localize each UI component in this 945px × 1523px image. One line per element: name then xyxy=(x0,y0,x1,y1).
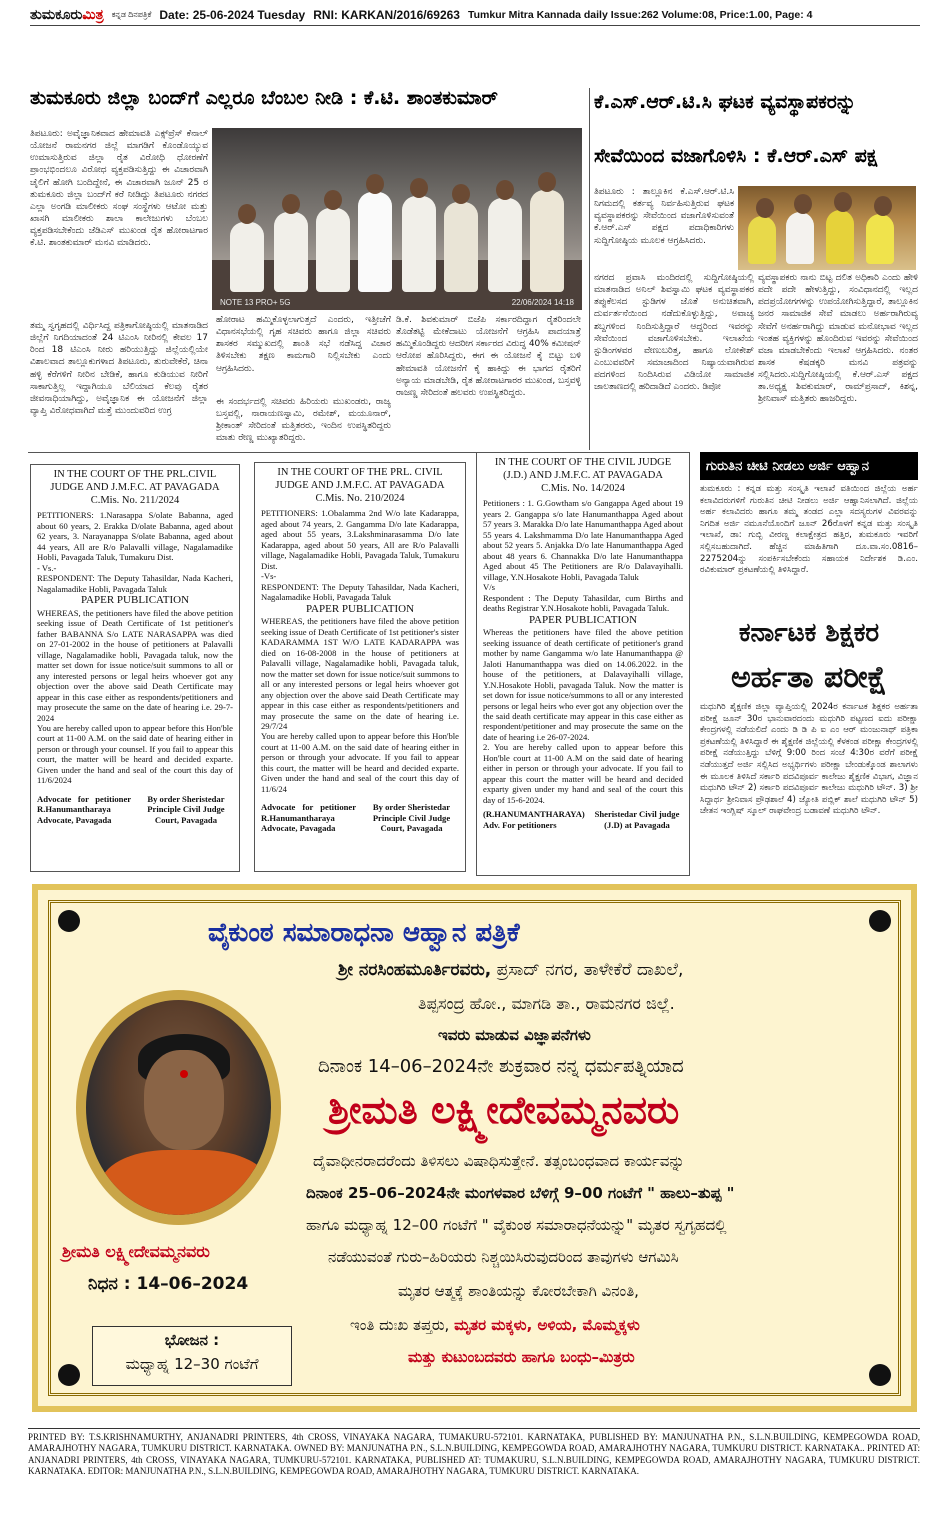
story1-col2b: ಈ ಸಂದರ್ಭದಲ್ಲಿ ಸಚಿವರು ಹಿರಿಯರು ಮುಖಂಡರು, ರಾಜ್ಯ ಬಸ್ತವಲ್ಲಿ, ನಾರಾಯಣಸ್ವಾಮಿ, ರಮೇಶ್, ಮಯೂನಾರ್, ಶ್ರೀಕಾಂತ್ ಸೇರಿದಂತೆ ಮತ್ತಿತರರು, ಇಂದಿನ ಉಪಸ್ಥಿತರಿದ್ದರು ಮಾತು ರೇಣ್ಣ ಮುಖ್ಯಾತರಿದ್ದರು. xyxy=(216,397,391,444)
publication-heading: PAPER PUBLICATION xyxy=(305,602,415,615)
story2-col2: ವ್ಯವಸ್ಥಾಪಕರು ನಾನು ಬಿಟ್ಟ ದಲಿತ ಅಧಿಕಾರಿ ಎಂದು ಹೇಳಿ ಪದೇ ಪದೇ ಹೇಳುತ್ತಿದ್ದು, ಸಂವಿಧಾನದಲ್ಲಿ ಇಲ್ಲದ ಪದಪ್ರಯೋಗಗಳನ್ನು ಉಪಯೋಗಿಸುತ್ತಿದ್ದಾರೆ, ತಾಲ್ಲೂಕಿನ ಜನರ ಸಾಮಾಜಿಕ ಸೇವೆ ಮಾಡಲು ಅರ್ಹರಾಗಿರುವ್ಯ ಸೇವೆಗೆ ಅನರ್ಹರಾಗಿದ್ದು ಮಾಡುವ ಮನೋಭಾವ ಇಲ್ಲದ ಇಂತಹ ವ್ಯಕ್ತಿಗಳನ್ನು ಹೊಂದಿರುವ ಇವರನ್ನು ಸೇವೆಯಿಂದ ವಜಾ ಮಾಡಬೇಕೆಂದು ಇಲಾಖೆ ಆಗ್ರಹಿಸಿದರು. ನಂತರ ಶಾಸಕ ಕೆಷಡಕ್ಕರಿ ಮನವಿ ಪತ್ರವನ್ನು ಸಲ್ಲಿಸಿದರು.ಸುದ್ದಿಗೋಷ್ಠಿಯಲ್ಲಿ ಕೆ.ಆರ್.ಎಸ್ ಪಕ್ಷದ ತಾ.ಅಧ್ಯಕ್ಷ ಶಿವಕುಮಾರ್, ರಾಮ್‌ಪ್ರಸಾದ್, ಕಿಶನ್ನ, ಶ್ರೀನಿವಾಸ್ ಮತ್ತಿತರು ಹಾಜರಿದ್ದರು. xyxy=(758,273,918,405)
corner-ornament xyxy=(869,1364,891,1386)
notice-body: WHEREAS, the petitioners have filed the above petition seeking issue of Death Certificate of 1st petitioner's father BABANNA S/o LATE NARASAPPA was died on 27-01-2002 in the house of petitioners at Palavalli village, Nagalamadike hobli, Pavagada taluk, now the matter set down for issue notice/suit summons to all or any interested persons or legal heirs whoever got any objection over the above said Death Certificate may appear in this case either as respondents/petitioners and may prosecute the same on the date of hearing i.e. 29-7-2024 xyxy=(37,607,233,723)
masthead xyxy=(30,4,920,26)
advocate: Advocate for petitioner R.Hanumantharaya Advocate, Pavagada xyxy=(37,793,132,825)
case-number: C.Mis. No. 211/2024 xyxy=(90,494,180,506)
person xyxy=(786,212,814,264)
corner-ornament xyxy=(58,910,80,932)
story1-col2: ಹೋರಾಟ ಹಮ್ಮಿಕೊಳ್ಳಲಾಗುತ್ತದೆ ಎಂದರು, ಇತ್ತೀಚೆಗೆ ವಿಧಾನಸಭೆಯಲ್ಲಿ ಗೃಹ ಸಚಿವರು ಹಾಗೂ ಜಿಲ್ಲಾ ಸಚಿವರು ಶಾಸಕರ ಸಮ್ಮುಖದಲ್ಲಿ ಶಾಂತಿ ಸಭೆ ನಡೆಸಿದ್ದ ವಿಚಾರ ತಿಳಿಸಬೇಕು ತಕ್ಷಣ ಕಾಮಗಾರಿ ನಿಲ್ಲಿಸಬೇಕು ಎಂದು ಆಗ್ರಹಿಸಿದರು. xyxy=(216,315,391,374)
respondent: RESPONDENT: The Deputy Tahasildar, Nada Kacheri, Nagalamadike Hobli, Pavagada Taluk xyxy=(261,581,459,603)
case-number: C.Mis. No. 210/2024 xyxy=(315,492,405,504)
story2-headline-1: ಕೆ.ಎಸ್.ಆರ್.ಟಿ.ಸಿ ಘಟಕ ವ್ಯವಸ್ಥಾಪಕರನ್ನು xyxy=(594,91,857,113)
story2-photo xyxy=(738,186,916,270)
person xyxy=(444,202,478,292)
court-title: IN THE COURT OF THE CIVIL JUDGE (J.D.) AND J.M.F.C. AT PAVAGADA xyxy=(494,457,672,481)
person xyxy=(402,196,436,292)
court-order: By order Sheristedar Principle Civil Judge Court, Pavagada xyxy=(372,802,451,834)
issue-info: Tumkur Mitra Kannada daily Issue:262 Volume:08, Price:1.00, Page: 4 xyxy=(467,8,813,21)
respondent: RESPONDENT: The Deputy Tahasildar, Nada Kacheri, Nagalamadike Hobli, Pavagada Taluk xyxy=(37,573,233,594)
portrait-saree xyxy=(100,1150,270,1225)
notice-body: Whereas the petitioners have filed the above petition seeking issuance of death certificate of petitioner's grand mother by name Gangamma w/o late Hanumanthappa @ Jaloti Hanumanthappa was died on 14.06.2022. in the house of the petitioners, at Dalavayihalli village, Y.N.Hosakote Hobli, pavagada Taluk. Now the matter is set down for issue notice/summons to all or any interested persons or legal heirs who ever got any objection over the the said death certificate may appear in this case either as respondent/petitioner and may prosecute the same on the date of hearing i.e 26-07-2024. xyxy=(483,627,683,742)
publication-heading: PAPER PUBLICATION xyxy=(528,613,638,626)
advocate: (R.HANUMANTHARAYA) Adv. For petitioners xyxy=(483,809,585,830)
person xyxy=(748,216,776,264)
ceremony-line-4: ನಡೆಯುವಂತೆ ಗುರು–ಹಿರಿಯರು ನಿಶ್ಚಯಿಸಿರುವುದರಿಂದ ತಾವುಗಳು ಆಗಮಿಸಿ xyxy=(328,1248,679,1266)
ceremony-line-5: ಮೃತರ ಆತ್ಮಕ್ಕೆ ಶಾಂತಿಯನ್ನು ಕೋರಬೇಕಾಗಿ ವಿನಂತಿ, xyxy=(398,1282,639,1300)
story2-col1b: ನಗರದ ಪ್ರವಾಸಿ ಮಂದಿರದಲ್ಲಿ ಸುದ್ದಿಗೋಷ್ಠಿಯಲ್ಲಿ ಮಾತನಾಡಿದ ಅನಿಲ್ ಶಿವಸ್ವಾಮಿ ಘಟಕ ವ್ಯವಸ್ಥಾಪಕರ ತಪ್ಪುಕೆಲಸದ ಸ್ಟುಡಿಗಳ ಜೊತೆ ಅನುಚಿತವಾಗಿ, ದುರ್ವರ್ತನೆಯಿಂದ ನಡೆದುಕೊಳ್ಳುತ್ತಿದ್ದು, ಅವಾಚ್ಯ ಶಬ್ದಗಳಿಂದ ನಿಂದಿಸುತ್ತಿದ್ದಾರೆ ಆದ್ದರಿಂದ ಇವರನ್ನು ಸೇವೆಯಿಂದ ವಜಾಗೊಳಿಸಬೇಕು. ಇಲಾಖೆಯ ಸ್ಟುಡಿಂಗಳವರ ವೇಣುಬರಿತ್ತ, ಹಾಗೂ ಲೋಕೇಶ್ ಎಂಬುವವರಿಗೆ ಸಮಾಜಾದಿಂದ ನಿಷ್ಯಾಯವಾಗಿರುವ ಪದಗಳಿಂದ ನಿಂದಿಸಿರುವ ವಿಡಿಯೋ ಸಾಮಾಜಿಕ ಜಾಲತಾಣದಲ್ಲಿ ಹರಿದಾಡಿದೆ ಎಂದರು. ಡಿಪೋ xyxy=(594,273,754,393)
petitioners: PETITIONERS: 1.Narasappa S/olate Babanna, aged about 60 years, 2. Erakka D/olate Babanna, aged about 62 years, 3. Narayanappa S/olate Babanna, aged about 44 years, All are R/o Palavalli village, Nagalamadike Hobli, Pavagada Taluk, Tumakuru Dist. xyxy=(37,510,233,563)
petitioners: Petitioners : 1. G.Gowtham s/o Gangappa Aged about 19 years 2. Gangappa s/o late Hanumanthappa Aged about 57 years 3. Marakka D/o late Hanumanthappa Aged about 55 years 4. Lakshmamma D/o late Hanumanthappa Aged about 52 years 5. Anjakka D/o late Hanumanthappa Aged about 48 years 6. Channakka D/o late Hanumanthappa Aged about 45 The Petitioners are R/o Dalavayihalli. village, Y.N.Hosakote Hobli, Pavagada Taluk xyxy=(483,498,683,582)
bindi xyxy=(180,1070,188,1078)
mourners-family: ಮೃತರ ಮಕ್ಕಳು, ಅಳಿಯ, ಮೊಮ್ಮಕ್ಕಳು xyxy=(454,1316,640,1334)
host-address: ಪ್ರಸಾದ್ ನಗರ, ತಾಳೇಕೆರೆ ದಾಖಲೆ, xyxy=(496,960,684,980)
publication-heading: PAPER PUBLICATION xyxy=(80,594,190,607)
story1-headline: ತುಮಕೂರು ಜಿಲ್ಲಾ ಬಂದ್‌ಗೆ ಎಲ್ಲರೂ ಬೆಂಬಲ ನೀಡಿ : ಕೆ.ಟಿ. ಶಾಂತಕುಮಾರ್ xyxy=(30,87,498,109)
person xyxy=(316,208,350,292)
notice-body-2: You are hereby called upon to appear before this Hon'ble court at 11-00 A.M. on the said date of hearing either in person or through your counsel. If you fail to appear this court, the matter will be heard and decided exparte. Given under the hand and seal of the court this day of 11/6/2024 xyxy=(37,723,233,786)
case-number: C.Mis. No. 14/2024 xyxy=(541,482,625,494)
petitioners: PETITIONERS: 1.Obalamma 2nd W/o late Kadarappa, aged about 74 years, 2. Gangamma D/o late Kadarappa, aged about 55 years, 3.Lakshminarasamma D/o late Kadarappa, aged about 50 years, All are R/o Palavalli village, Nagalamadike Hobli, Pavagada Taluk, Tumakuru Dist. xyxy=(261,508,459,571)
exam-body: ಮಧುಗಿರಿ ಶೈಕ್ಷಣಿಕ ಜಿಲ್ಲಾ ವ್ಯಾಪ್ತಿಯಲ್ಲಿ 2024ರ ಕರ್ನಾಟಕ ಶಿಕ್ಷಕರ ಅರ್ಹತಾ ಪರೀಕ್ಷೆ ಜೂನ್ 30ರ ಭಾನುವಾರದಂದು ಮಧುಗಿರಿ ಪಟ್ಟಣದ ಐದು ಪರೀಕ್ಷಾ ಕೇಂದ್ರಗಳಲ್ಲಿ ನಡೆಯಲಿದೆ ಎಂದು ಡಿ ಡಿ ಪಿ ಐ ಎಂ ಆರ್ ಮಂಜುನಾಥ್ ಪತ್ರಿಕಾ ಪ್ರಕಟಣೆಯಲ್ಲಿ ತಿಳಿಸಿದ್ದಾರೆ ಈ ಶೈಕ್ಷಣಿಕ ಜಿಲ್ಲೆಯಲ್ಲಿ ಕೆಳಕಂಡ ಪರೀಕ್ಷಾ ಕೇಂದ್ರಗಳಲ್ಲಿ ಪರೀಕ್ಷೆ ನಡೆಯುತ್ತಿದ್ದು ಬೆಳಿಗ್ಗೆ 9:00 ರಿಂದ ಸಂಜೆ 4:30ರ ವರೆಗೆ ಪರೀಕ್ಷೆ ನಡೆಯುತ್ತದೆ ಅರ್ಜಿ ಸಲ್ಲಿಸಿದ ಅಭ್ಯರ್ಥಿಗಳು ಪರೀಕ್ಷಾ ಬೇಂಡುಕ್ಕೊಂಡ ಶಾಲಾಗಳು ಈ ಮೂಲಕ ತಿಳಿಸಿದೆ ಸರ್ಕಾರಿ ಪದವಿಪೂರ್ವ ಕಾಲೇಜು ಶೈಕ್ಷಣಿಕ ವಿಭಾಗ, ವಿಜ್ಞಾನ ಮಧುಗಿರಿ ಟೌನ್ 2) ಸರ್ಕಾರಿ ಪದವಿಪೂರ್ವ ಕಾಲೇಜು ಮಧುಗಿರಿ ಟೌನ್. 3) ಶ್ರೀ ಸಿದ್ದಾರ್ಥ ಶ್ರೀನಿವಾಸ ಪ್ರೌಢಶಾಲೆ 4) ಜ್ಯೋತಿ ಪಬ್ಲಿಕ್ ಶಾಲೆ ಮಧುಗಿರಿ ಟೌನ್ 5) ಚೇತನ ಇಂಗ್ಲಿಷ್ ಸ್ಕೂಲ್ ರಾಘವೇಂದ್ರ ಬಡಾವಣೆ ಮಧುಗಿರಿ ಟೌನ್. xyxy=(700,702,918,817)
notice-body-2: You are hereby called upon to appear before this Hon'ble court at 11-00 A.M. on the said date of hearing either in person or through your advocate. If you fail to appear this court, the matter will be heard and decided exparte. Given under the hand and seal of the court this day of 11/6/24 xyxy=(261,731,459,794)
court-title: IN THE COURT OF THE PRL. CIVIL JUDGE AND J.M.F.C. AT PAVAGADA xyxy=(275,467,445,491)
person xyxy=(274,212,308,292)
exam-headline-1: ಕರ್ನಾಟಕ ಶಿಕ್ಷಕರ xyxy=(738,618,880,648)
imprint-footer: PRINTED BY: T.S.KRISHNAMURTHY, ANJANADRI PRINTERS, 4th CROSS, VINAYAKA NAGARA, TUMAKURU-572101. KARNATAKA, PUBLISHED BY: MANJUNATHA P.N., S.L.N.BUILDING, KEMPEGOWDA ROAD, AMARAJHOTHY NAGARA, TUMKURU DISTRICT. KARNATAKA. OWNED BY: MANJUNATHA P.N., S.L.N.BUILDING, KEMPEGOWDA ROAD, AMARAJHOTHY NAGARA, TUMKURU DISTRICT. KARNATAKA.. PRINTED AT: ANJANADRI PRINTERS, 4th CROSS, VINAYAKA NAGARA, TUMKURU-572101. KARNATAKA, PUBLISHED AT: TUMAKURU, S.L.N.BUILDING, KEMPEGOWDA ROAD, AMARAJHOTHY NAGARA, TUMKURU DISTRICT. KARNATAKA. EDITOR: MANJUNATHA P.N., S.L.N.BUILDING, KEMPEGOWDA ROAD, AMARAJHOTHY NAGARA, TUMKURU DISTRICT. KARNATAKA. xyxy=(28,1428,920,1477)
photo-caption-name: ಶ್ರೀಮತಿ ಲಕ್ಷ್ಮೀದೇವಮ್ಮನವರು xyxy=(62,1242,210,1261)
issue-date: Date: 25-06-2024 Tuesday xyxy=(159,7,306,22)
announcement-heading: ಇವರು ಮಾಡುವ ವಿಜ್ಞಾಪನೆಗಳು xyxy=(438,1026,591,1044)
rni-number: RNI: KARKAN/2016/69263 xyxy=(313,7,460,22)
obituary-advertisement xyxy=(32,884,917,1412)
story1-photo xyxy=(212,128,582,310)
exam-headline-2: ಅರ್ಹತಾ ಪರೀಕ್ಷೆ xyxy=(730,660,888,695)
logo-subtitle: ಕನ್ನಡ ದಿನಪತ್ರಿಕೆ xyxy=(111,9,152,19)
host-address-2: ತಿಪ್ಪಸಂದ್ರ ಹೋ., ಮಾಗಡಿ ತಾ., ರಾಮನಗರ ಜಿಲ್ಲೆ. xyxy=(418,994,675,1013)
notice-body: WHEREAS, the petitioners have filed the above petition seeking issue of Death Certificate of 1st petitioner's sister KADARAMMA 1ST W/O LATE KADARAPPA was died on 16-08-2008 in the house of petitioners at Palavalli village, Nagalamadike hobli, Pavagada taluk, now the matter set down for issue notice/suit summons to all or any interested persons or legal heirs whoever got any objection over the above said Death Certificate may appear in this case either as respondents/petitioners and may prosecute the same on the date of hearing i.e. 29/7/24 xyxy=(261,616,459,731)
court-notice-1 xyxy=(30,464,240,872)
portrait-face xyxy=(144,1050,224,1150)
versus: -Vs- xyxy=(261,571,277,582)
portrait-frame xyxy=(76,990,281,1225)
obituary-title: ವೈಕುಂಠ ಸಮಾರಾಧನಾ ಆಹ್ವಾನ ಪತ್ರಿಕೆ xyxy=(208,918,520,948)
person xyxy=(866,214,894,264)
id-card-notice-banner: ಗುರುತಿನ ಚೀಟಿ ನೀಡಲು ಅರ್ಜಿ ಆಹ್ವಾನ xyxy=(700,452,918,480)
story2-headline-2: ಸೇವೆಯಿಂದ ವಜಾಗೊಳಿಸಿ : ಕೆ.ಆರ್.ಎಸ್ ಪಕ್ಷ xyxy=(594,145,878,167)
ceremony-line-2: ದಿನಾಂಕ 25–06–2024ನೇ ಮಂಗಳವಾರ ಬೆಳಿಗ್ಗೆ 9–00 ಗಂಟೆಗೆ " ಹಾಲು–ತುಪ್ಪ " xyxy=(306,1184,735,1202)
column-divider xyxy=(589,88,590,450)
ceremony-line-3: ಹಾಗೂ ಮಧ್ಯಾಹ್ನ 12–00 ಗಂಟೆಗೆ " ವೈಕುಂಠ ಸಮಾರಾಧನೆಯನ್ನು" ಮೃತರ ಸ್ವಗೃಹದಲ್ಲಿ xyxy=(306,1216,727,1234)
photo-caption-death-date: ನಿಧನ : 14–06–2024 xyxy=(88,1274,249,1294)
versus: V/s xyxy=(483,582,495,593)
advocate: Advocate for petitioner R.Hanumantharaya Advocate, Pavagada xyxy=(261,802,357,834)
respondent: Respondent : The Deputy Tahasildar, cum Births and deaths Registrar Y.N.Hosakote hobli, Pavagada Taluk. xyxy=(483,592,683,614)
logo-right: ಮಿತ್ರ xyxy=(82,6,104,22)
court-title: IN THE COURT OF THE PRL.CIVIL JUDGE AND J.M.F.C. AT PAVAGADA xyxy=(50,469,220,493)
mourners-relatives: ಮತ್ತು ಕುಟುಂಬದವರು ಹಾಗೂ ಬಂಧು–ಮಿತ್ರರು xyxy=(408,1348,635,1366)
court-notice-3 xyxy=(476,452,690,876)
corner-ornament xyxy=(58,1364,80,1386)
deceased-name: ಶ್ರೀಮತಿ ಲಕ್ಷ್ಮೀದೇವಮ್ಮನವರು xyxy=(328,1088,680,1132)
court-order: Sheristedar Civil judge (J.D) at Pavagada xyxy=(594,809,680,830)
story1-col1b: ತಮ್ಮ ಸ್ವಗೃಹದಲ್ಲಿ ವಿರ್ಧಿಸಿದ್ದ ಪತ್ರಿಕಾಗೋಷ್ಠಿಯಲ್ಲಿ ಮಾತನಾಡಿದ ಜಿಲ್ಲೆಗೆ ನಿಗದಿಯಾದಂತೆ 24 ಟಿಎಂಸಿ ನೀರಿನಲ್ಲಿ ಕೇವಲ 17 ರಿಂದ 18 ಟಿಎಂಸಿ ನೀರು ಹರಿಯುತ್ತಿದ್ದು ಜಿಲ್ಲೆಯಲ್ಲಿಯೇ ವಿಶಾಲವಾದ ತಾಲ್ಲೂಕುಗಳಾದ ತಿಪಟೂರು, ತುರುವೇಕೆರೆ, ಚಿನಾ ಹಳ್ಳಿ ಕೆರೆಗಳಿಗೆ ನೀರಿನ ಬೇಡಿಕೆ, ಹಾಗೂ ಕುಡಿಯುವ ನೀರಿಗೆ ಸಾಕಾಗುತ್ತಿಲ್ಲ ಇದ್ದಾಗಿಯೂ ಬೆಲಿಯಾದ ಕೆಲವು ರೈತರ ಜೀವನಾಧಿಯಾಗಿದ್ದು, ಅವೈಜ್ಞಾನಿಕ ಈ ಯೋಜನೆಗೆ ಜಿಲ್ಲಾ ವ್ಯಾಪ್ತಿ ವಿರೋಧವಾಗಿದೆ ಮತ್ತೆ ಮುಂದುವರಿದ ಉಗ್ರ xyxy=(30,321,208,416)
lunch-time: ಮಧ್ಯಾಹ್ನ 12–30 ಗಂಟೆಗೆ xyxy=(125,1355,259,1373)
photo-caption-date: 22/06/2024 14:18 xyxy=(511,298,574,307)
photo-caption-device: NOTE 13 PRO+ 5G xyxy=(220,298,291,307)
ceremony-line-1: ದೈವಾಧೀನರಾದರೆಂದು ತಿಳಿಸಲು ವಿಷಾಧಿಸುತ್ತೇನೆ. ತತ್ಸಂಬಂಧವಾದ ಕಾರ್ಯವನ್ನು xyxy=(313,1152,685,1170)
court-notice-2 xyxy=(254,462,466,872)
person xyxy=(358,192,392,292)
mourners-label: ಇಂತಿ ದುಃಖ ತಪ್ತರು, xyxy=(350,1316,450,1334)
host-name: ಶ್ರೀ ನರಸಿಂಹಮೂರ್ತಿರವರು, xyxy=(338,960,492,980)
story1-col1: ತಿಪಟೂರು: ಅವೈಜ್ಞಾನಿಕವಾದ ಹೇಮಾವತಿ ಎಕ್ಸ್‌ಪ್ರೆಸ್ ಕೆನಾಲ್ ಯೋಜನೆ ರಾಮನಗರ ಜಿಲ್ಲೆ ಮಾಗಡಿಗೆ ಕೊಂಡೊಯ್ಯುವ ಉಮಾಸುತ್ತಿರುವ ಜಿಲ್ಲಾ ರೈತ ವಿರೋಧಿ ಧೋರಣೆಗೆ ಪ್ರಾಂಭಭಿಂದಲೂ ವಿರೋಧ ವ್ಯಕ್ತಪಡಿಸುತ್ತಿದ್ದು ಈ ವಿಚಾರವಾಗಿ ಚೈಲಿಗೆ ಹೋಗಿ ಬಂದಿದ್ದೇನೆ, ಈ ವಿಚಾರವಾಗಿ ಜೂನ್ 25 ರ ತುಮಕೂರು ಜಿಲ್ಲಾ ಬಂದ್‌ಗೆ ಕರೆ ನೀಡಿದ್ದು ತಿಪಟೂರು ನಗರದ ಎಲ್ಲಾ ಅಂಗಡಿ ಮಾಲೀಕರು ಸಂಘ ಸಂಸ್ಥೆಗಳು ಆಟೋ ಮತ್ತು ಖಾಸಗಿ ಮಾಲೀಕರು ಶಾಲಾ ಕಾಲೇಜುಗಳು ಬೆಂಬಲ ವ್ಯಕ್ತಪಡಿಸಬೇಕೆಂದು ಜೆಡಿಎಸ್ ಮುಖಂಡ ರೈತ ಹೋರಾಟಗಾರ ಕೆ.ಟಿ. ಶಾಂತಕುಮಾರ್ ಮನವಿ ಮಾಡಿದರು. xyxy=(30,129,208,249)
story2-col1: ತಿಪಟೂರು : ತಾಲ್ಲೂಕಿನ ಕೆ.ಎಸ್.ಆರ್.ಟಿ.ಸಿ ನಿಗಮದಲ್ಲಿ ಕರ್ತವ್ಯ ನಿರ್ವಹಿಸುತ್ತಿರುವ ಘಟಕ ವ್ಯವಸ್ಥಾಪಕರನ್ನು ಸೇವೆಯಿಂದ ವಜಾಗೊಳಿಸುವಂತೆ ಕೆ.ಆರ್.ಎಸ್ ಪಕ್ಷದ ಪದಾಧಿಕಾರಿಗಳು ಸುದ್ದಿಗೋಷ್ಠಿಯ ಮೂಲಕ ಆಗ್ರಹಿಸಿದರು. xyxy=(594,187,734,246)
corner-ornament xyxy=(869,910,891,932)
id-card-notice-body: ತುಮಕೂರು : ಕನ್ನಡ ಮತ್ತು ಸಂಸ್ಕೃತಿ ಇಲಾಖೆ ವತಿಯಿಂದ ಜಿಲ್ಲೆಯ ಅರ್ಹ ಕಲಾವಿದರುಗಳಿಗೆ ಗುರುತಿನ ಚೀಟಿ ನೀಡಲು ಅರ್ಜಿ ಆಹ್ವಾನಿಸಲಾಗಿದೆ. ಜಿಲ್ಲೆಯ ಅರ್ಹ ಕಲಾವಿದರು ಹಾಗೂ ತಮ್ಮ ತಂಡದ ಎಲ್ಲಾ ಸದಸ್ಯರುಗಳ ವಿವರವನ್ನು ನಿಗದಿತ ಅರ್ಜಿ ನಮೂನೆಯೊಂದಿಗೆ ಜೂನ್ 26ರೊಳಗೆ ಕನ್ನಡ ಮತ್ತು ಸಂಸ್ಕೃತಿ ಇಲಾಖೆ, ಡಾ: ಗುಬ್ಬಿ ವೀರಣ್ಣ ಕಲಾಕ್ಷೇತ್ರದ ಹತ್ತಿರ, ತುಮಕೂರು ಇವರಿಗೆ ಸಲ್ಲಿಸಬಹುದಾಗಿದೆ. ಹೆಚ್ಚಿನ ಮಾಹಿತಿಗಾಗಿ ದೂ.ವಾ.ಸಂ.0816–2275204ನ್ನು ಸಂಪರ್ಕಿಸಬೇಕೆಂದು ಸಹಾಯಕ ನಿರ್ದೇಶಕ ಡಿ.ಎಂ. ರವಿಕುಮಾರ್ ಪ್ರಕಟಣೆಯಲ್ಲಿ ತಿಳಿಸಿದ್ದಾರೆ. xyxy=(700,484,918,576)
person xyxy=(826,210,854,264)
story1-col3: ಡಿ.ಕೆ. ಶಿವಕುಮಾರ್ ಬಿಜೆಪಿ ಸರ್ಕಾರದಿದ್ದಾಗ ರೈತರಿಂದಲೇ ತೊಡೆತಟ್ಟಿ ಮೇಕೆದಾಟು ಯೋಜನೆಗೆ ಆಗ್ರಹಿಸಿ ಪಾದಯಾತ್ರೆ ಹಮ್ಮಿಕೊಂಡಿದ್ದರು ಆದರೀಗ ಸರ್ಕಾರದ ವಿರುದ್ಧ 40% ಕಮೀಷನ್ ಆರೋಪ ಹೊರಿಸಿದ್ದರು, ಈಗ ಈ ಯೋಜನೆ ಕೈ ಬಿಟ್ಟು ಬಳಿ ಹೇಮಾವತಿ ಯೋಜನೆಗೆ ಕೈ ಹಾಕಿದ್ದು ಈ ಭಾಗದ ರೈತರಿಗೆ ಅನ್ಯಾಯ ಮಾಡಬೇಡಿ, ರೈತ ಹೋರಾಟಗಾರರ ಮುಖಂಡ, ಬಸ್ತವಳ್ಳಿ ರಾಜಣ್ಣ ಸೇರಿದಂತೆ ಹಲವರು ಉಪಸ್ಥಿತರಿದ್ದರು. xyxy=(396,315,581,398)
notice-body-2: 2. You are hereby called upon to appear before this Hon'ble court at 11-00 A.M on the said date of hearing either in person or through your advocate. If you fail to appear this court the matter will be heard and decided exparty given under my hand and seal of the court this day of 15-6-2024. xyxy=(483,742,683,805)
person xyxy=(488,198,522,292)
lunch-label: ಭೋಜನ : xyxy=(164,1331,220,1349)
death-date-line: ದಿನಾಂಕ 14–06–2024ನೇ ಶುಕ್ರವಾರ ನನ್ನ ಧರ್ಮಪತ್ನಿಯಾದ xyxy=(318,1056,684,1077)
person xyxy=(230,222,264,292)
court-order: By order Sheristedar Principle Civil Judge Court, Pavagada xyxy=(147,793,225,825)
lunch-box xyxy=(92,1326,292,1386)
logo-left: ತುಮಕೂರು xyxy=(30,6,83,22)
person xyxy=(530,190,564,292)
versus: - Vs.- xyxy=(37,562,57,573)
logo xyxy=(30,6,104,23)
